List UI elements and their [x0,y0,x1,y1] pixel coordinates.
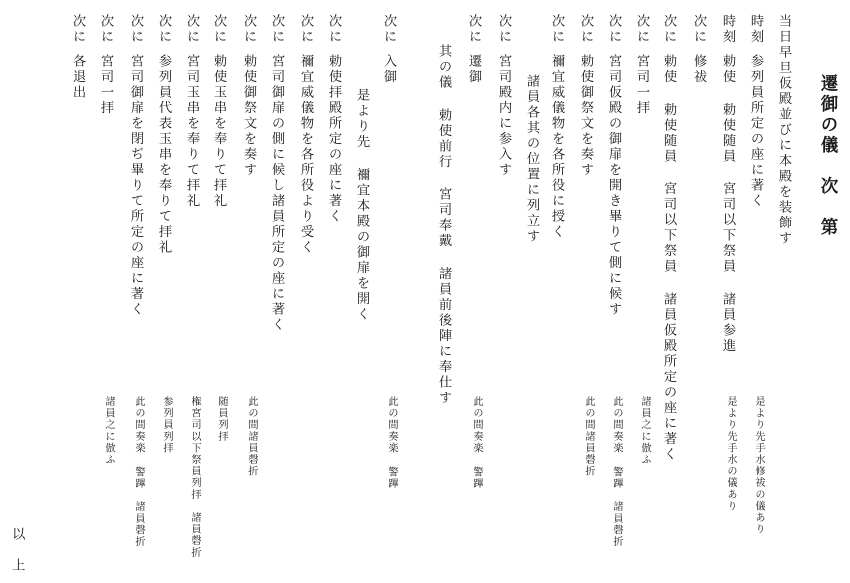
step-marker: 時刻 [720,14,735,45]
step-action: 入御 [381,54,396,85]
step-action: 勅使 勅使随員 宮司以下祭員 諸員仮殿所定の座に著く [661,54,676,463]
step-action: 遷御 [466,54,481,85]
step-note: 諸員之に倣ふ [639,396,650,466]
step-action: 宮司御扉の側に候し諸員所定の座に著く [269,54,284,333]
step-marker: 次に [466,14,481,45]
step-action: 勅使玉串を奉りて拝礼 [211,54,226,209]
step-action: 修祓 [691,54,706,85]
step-marker: 次に [578,14,593,45]
step-marker: 時刻 [748,14,763,45]
step-note: 此の間諸員磬折 [583,396,594,478]
step-action: 是より先 禰宜本殿の御扉を開く [354,88,369,323]
step-marker: 次に [98,14,113,45]
step-action: 参列員所定の座に著く [748,54,763,209]
step-note: 此の間奏楽 警蹕 [386,396,397,490]
step-note: 此の間奏楽 警蹕 諸員磬折 [133,396,144,548]
step-marker: 次に [269,14,284,45]
step-note: 権宮司以下祭員列拝 諸員磬折 [189,396,200,559]
step-action: 勅使御祭文を奏す [241,54,256,178]
step-action: 宮司御扉を閉ぢ畢りて所定の座に著く [128,54,143,318]
step-marker: 次に [298,14,313,45]
step-action: 勅使御祭文を奏す [578,54,593,178]
step-action: 諸員各其の位置に列立す [524,74,539,245]
step-action: 宮司殿内に参入す [496,54,511,178]
step-marker: 次に [381,14,396,45]
step-marker: 次に [661,14,676,45]
step-action: 宮司玉串を奉りて拝礼 [184,54,199,209]
step-marker: 次に [70,14,85,45]
step-note: 此の間奏楽 警蹕 [471,396,482,490]
step-action: 禰宜威儀物を各所役より受く [298,54,313,256]
step-note: 諸員之に倣ふ [103,396,114,466]
step-marker: 次に [496,14,511,45]
step-action: 勅使 勅使随員 宮司以下祭員 諸員参進 [720,54,735,354]
step-marker: 次に [211,14,226,45]
step-marker: 次に [691,14,706,45]
step-note: 参列員列拝 [161,396,172,454]
step-note: 随員列拝 [216,396,227,443]
step-action: 各退出 [70,54,85,101]
step-note: 此の間諸員磬折 [246,396,257,478]
step-marker: 次に [184,14,199,45]
step-marker: 次に [326,14,341,45]
closing-mark: 以 上 [9,527,25,574]
step-marker: 次に [156,14,171,45]
document-title: 遷御の儀 次 第 [818,74,838,238]
step-action: 宮司一拝 [98,54,113,116]
step-marker: 当日早旦仮殿並びに本殿を装飾す [776,14,791,247]
step-note: 是より先手水の儀あり [725,396,736,512]
step-action: 宮司仮殿の御扉を開き畢りて側に候す [606,54,621,318]
step-action: 宮司一拝 [634,54,649,116]
step-marker: 次に [549,14,564,45]
step-marker: 次に [634,14,649,45]
step-marker: 次に [606,14,621,45]
step-action: 勅使拝殿所定の座に著く [326,54,341,225]
step-marker: 次に [241,14,256,45]
step-note: 是より先手水修祓の儀あり [753,396,764,536]
step-action: 禰宜威儀物を各所役に授く [549,54,564,240]
step-action: 参列員代表玉串を奉りて拝礼 [156,54,171,256]
step-note: 此の間奏楽 警蹕 諸員磬折 [611,396,622,548]
step-action: 其の儀 勅使前行 宮司奉戴 諸員前後陣に奉仕す [436,44,451,406]
step-marker: 次に [128,14,143,45]
